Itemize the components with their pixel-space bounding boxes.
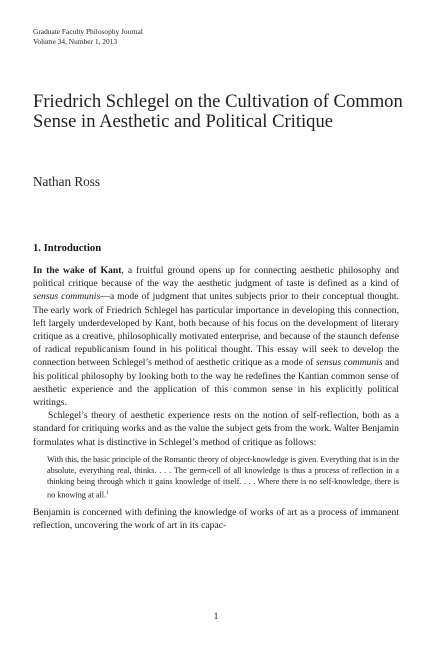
footnote-marker[interactable]: 1 — [106, 489, 109, 496]
block-quote — [47, 454, 399, 501]
lead-in: In the wake of Kant — [33, 265, 122, 276]
intro-text-a: , a fruitful ground opens up for connecting aesthetic philosophy and political critique because of the way the aesthetic judgment of taste is defined as a kind of — [33, 265, 399, 290]
paragraph-third: Benjamin is concerned with defining the knowledge of works of art as a process of immanent reflection, uncovering the work of art in its capac- — [33, 506, 399, 531]
journal-header — [33, 27, 143, 47]
intro-text-c: and his political philosophy by looking both to the way he redefines the Kantian common sense of aesthetic experience and the application of this common sense in his explicitly political writings. — [33, 357, 400, 409]
paragraph-intro — [33, 264, 399, 409]
journal-name: Graduate Faculty Philosophy Journal — [33, 27, 143, 36]
emphasis-sensus-communis: sensus communis — [33, 291, 101, 303]
journal-volume: Volume 34, Number 1, 2013 — [33, 37, 118, 46]
article-author: Nathan Ross — [33, 174, 101, 189]
intro-text-b: —a mode of judgment that unites subjects prior to their conceptual thought. The early work of Friedrich Schlegel has particular importance in developing this connection, left largely underdeveloped by Kant, both because of his focus on the development of literary critique as a creative, philosophically motivated enterprise, and because of the staunch defense of radical republicanism found in his political thought. This essay will seek to develop the connection between Schlegel’s method of aesthetic critique as a mode of — [33, 291, 399, 369]
emphasis-sensus-communis-2: sensus communis — [315, 357, 383, 369]
page-number: 1 — [213, 612, 219, 622]
quote-text: With this, the basic principle of the Romantic theory of object-knowledge is given. Everything that is in the absolute, everything real, thinks. . . . The germ-cell of all knowledge is thus a process of reflection in a thinking being through which it gains knowledge of itself. . . . Where there is no self-knowledge, there is no knowing at all. — [47, 454, 399, 500]
paragraph-second: Schlegel’s theory of aesthetic experience rests on the notion of self-reflection, both as a standard for critiquing works and as the value the subject gets from the work. Walter Benjamin formulates what is distinctive in Schlegel’s method of critique as follows: — [33, 410, 399, 448]
article-body — [33, 264, 399, 532]
article-title: Friedrich Schlegel on the Cultivation of Common Sense in Aesthetic and Political Critique — [33, 91, 403, 132]
section-heading: 1. Introduction — [33, 243, 102, 254]
